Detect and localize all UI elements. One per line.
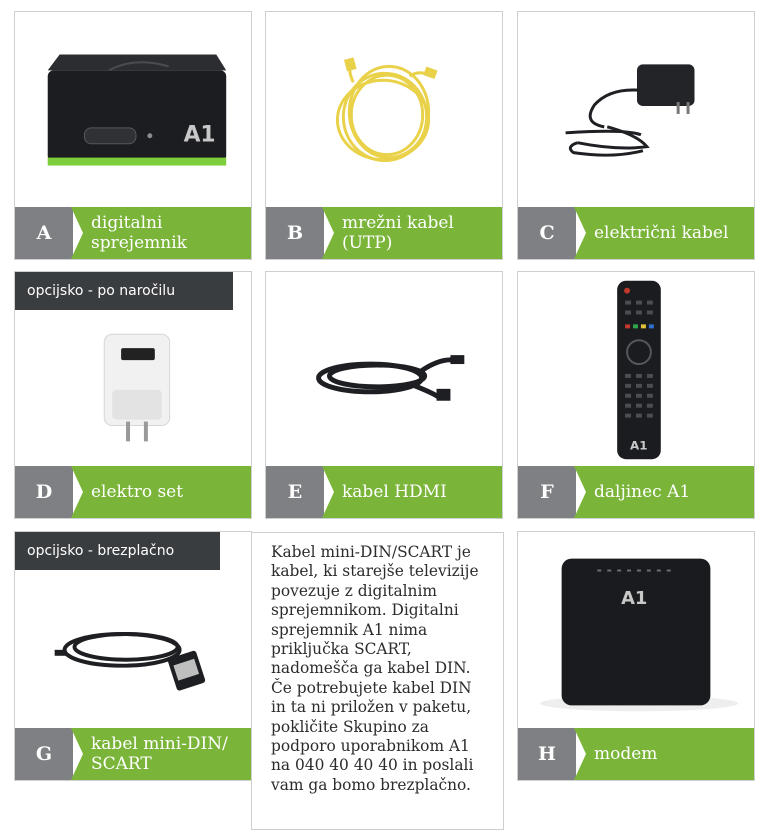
remote-control-image <box>518 272 754 467</box>
item-letter: C <box>518 207 576 259</box>
hdmi-cable-image <box>266 272 502 467</box>
item-label: daljinec A1 <box>594 482 691 502</box>
set-top-box-image <box>15 12 251 208</box>
item-label: električni kabel <box>594 223 729 243</box>
item-label: elektro set <box>91 482 184 502</box>
item-letter: G <box>15 728 73 780</box>
item-letter: D <box>15 466 73 518</box>
item-card-f <box>517 271 755 519</box>
item-letter: E <box>266 466 324 518</box>
optional-tag: opcijsko - po naročilu <box>15 272 233 310</box>
a1-logo: A1 <box>630 438 648 453</box>
power-adapter-image <box>518 12 754 208</box>
item-card-c <box>517 11 755 260</box>
item-letter: F <box>518 466 576 518</box>
item-letter: B <box>266 207 324 259</box>
item-label: kabel mini-DIN/ SCART <box>91 734 228 774</box>
item-card-a <box>14 11 252 260</box>
item-label: mrežni kabel (UTP) <box>342 213 454 253</box>
item-card-d <box>14 271 252 519</box>
item-card-b <box>265 11 503 260</box>
a1-logo: A1 <box>183 122 216 148</box>
network-cable-image <box>266 12 502 208</box>
modem-image <box>518 532 754 729</box>
item-card-g <box>14 531 252 781</box>
optional-tag: opcijsko - brezplačno <box>15 532 220 570</box>
item-card-e <box>265 271 503 519</box>
a1-logo: A1 <box>621 588 648 610</box>
item-letter: A <box>15 207 73 259</box>
item-card-h <box>517 531 755 781</box>
scart-note: Kabel mini-DIN/SCART je kabel, ki starejše televizije povezuje z digitalnim sprejemnikom. Digitalni sprejemnik A1 nima priključka SCART, nadomešča ga kabel DIN. Če potrebujete kabel DIN in ta ni priložen v paketu, pokličite Skupino za podporo uporabnikom A1 na 040 40 40 40 in poslali vam ga bomo brezplačno. <box>251 532 504 830</box>
item-label: kabel HDMI <box>342 482 447 502</box>
item-letter: H <box>518 728 576 780</box>
item-label: modem <box>594 744 658 764</box>
item-label: digitalni sprejemnik <box>91 213 187 253</box>
